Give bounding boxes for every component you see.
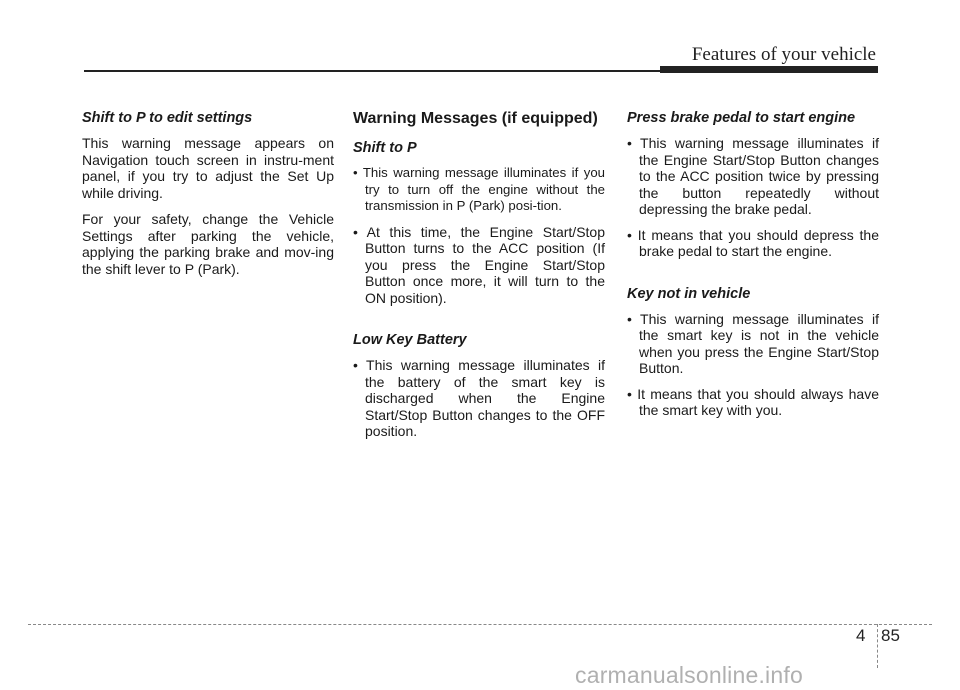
bullet-item: • It means that you should depress the brake pedal to start the engine. <box>627 226 880 259</box>
chapter-number: 4 <box>856 626 866 645</box>
bullet-item: • This warning message illuminates if the battery of the smart key is discharged when the Engine Start/Stop Button changes to the OFF position. <box>353 357 606 439</box>
watermark: carmanualsonline.info <box>575 662 803 688</box>
section-heading-shift-to-p-edit: Shift to P to edit settings <box>82 110 253 126</box>
bullet-item: • This warning message illuminates if the smart key is not in the vehicle when you press the Engine Start/Stop Button. <box>627 310 880 376</box>
footer-rule <box>28 624 932 625</box>
column-right <box>627 110 879 428</box>
section-title-warning-messages: Warning Messages (if equipped) <box>353 110 598 127</box>
bullet-list <box>627 311 879 419</box>
paragraph: For your safety, change the Vehicle Settings after parking the vehicle, applying the parking brake and mov-ing the shift lever to P (Park). <box>82 211 334 277</box>
section-heading-shift-to-p: Shift to P <box>353 140 417 156</box>
header-rule <box>84 70 662 72</box>
header-rule-accent <box>660 66 878 73</box>
section-heading-key-not-in-vehicle: Key not in vehicle <box>627 285 751 302</box>
bullet-list <box>353 165 605 306</box>
running-header: Features of your vehicle <box>691 44 876 65</box>
paragraph: This warning message appears on Navigation touch screen in instru-ment panel, if you try to adjust the Set Up while driving. <box>82 135 334 201</box>
bullet-item: • It means that you should always have the smart key with you. <box>627 385 879 418</box>
column-left <box>82 110 334 287</box>
section-heading-press-brake: Press brake pedal to start engine <box>627 110 856 126</box>
bullet-list <box>353 357 605 440</box>
page-number: 85 <box>881 626 900 645</box>
bullet-item: • At this time, the Engine Start/Stop Button turns to the ACC position (If you press the Engine Start/Stop Button once more, it will turn to the ON position). <box>353 223 605 306</box>
section-heading-low-key-battery: Low Key Battery <box>353 332 467 348</box>
bullet-list <box>627 135 879 260</box>
page-number-separator <box>877 624 878 668</box>
bullet-item: • This warning message illuminates if the Engine Start/Stop Button changes to the ACC position twice by pressing the button repeatedly without depressing the brake pedal. <box>627 135 880 217</box>
bullet-item: • This warning message illuminates if you try to turn off the engine without the transmission in P (Park) posi-tion. <box>353 165 605 213</box>
column-middle <box>353 110 605 449</box>
